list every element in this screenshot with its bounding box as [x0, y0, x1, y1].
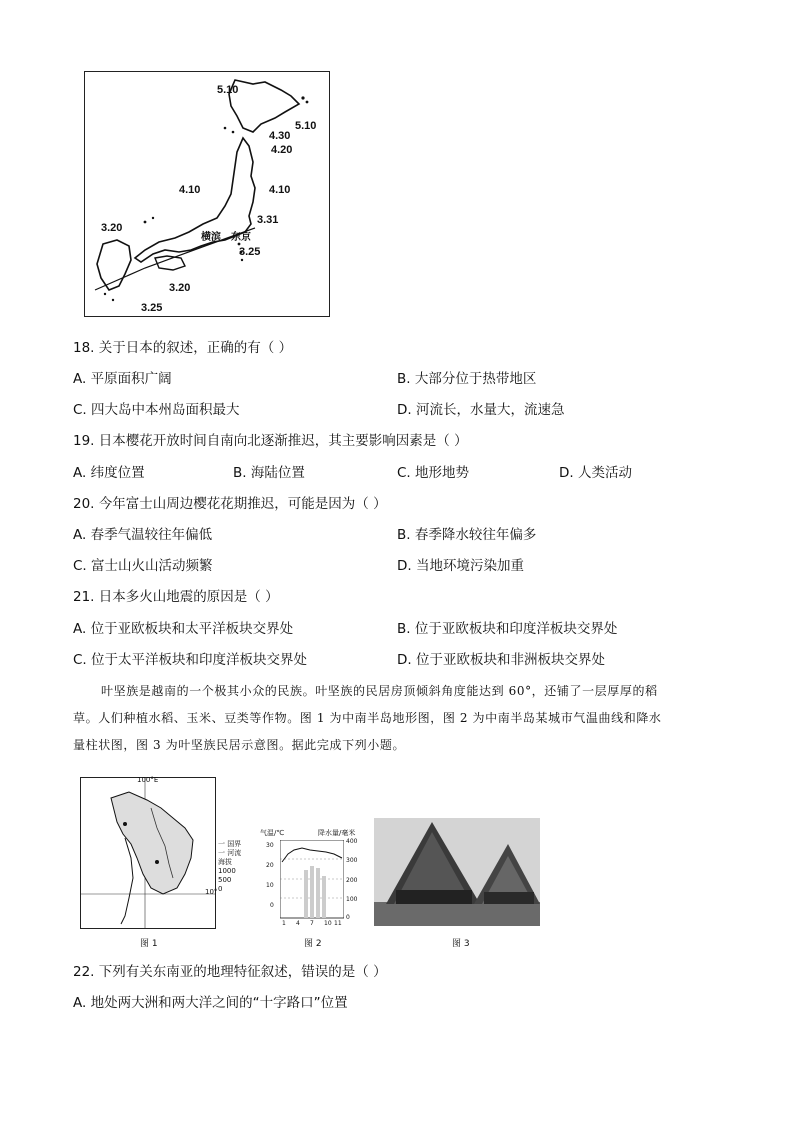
option-c[interactable]: C. 富士山火山活动频繁 — [73, 558, 213, 574]
question-21 — [73, 588, 279, 606]
map-label: 3.25 — [239, 246, 261, 258]
option-d[interactable]: D. 河流长，水量大，流速急 — [397, 402, 565, 418]
question-number: 21. — [73, 589, 95, 605]
option-a[interactable]: A. 纬度位置 — [73, 465, 145, 481]
legend-item: 1000 — [218, 867, 236, 875]
map-label: 3.31 — [257, 214, 279, 226]
figure-3-house-photo — [374, 818, 540, 926]
option-a[interactable]: A. 春季气温较往年偏低 — [73, 527, 213, 543]
legend-item: 一 国界 — [218, 840, 242, 848]
question-18 — [73, 339, 292, 357]
option-a[interactable]: A. 平原面积广阔 — [73, 371, 172, 387]
option-c[interactable]: C. 地形地势 — [397, 465, 470, 481]
question-stem: 日本樱花开放时间自南向北逐渐推迟，其主要影响因素是（ ） — [98, 433, 468, 449]
temp-tick: 20 — [266, 862, 274, 869]
question-stem: 日本多火山地震的原因是（ ） — [98, 589, 279, 605]
map-label: 4.30 — [269, 130, 291, 142]
passage-line: 量柱状图，图 3 为叶坚族民居示意图。据此完成下列小题。 — [73, 738, 406, 752]
question-stem: 下列有关东南亚的地理特征叙述，错误的是（ ） — [98, 964, 387, 980]
japan-map-figure — [84, 71, 330, 317]
figure-2-caption: 图 2 — [304, 939, 322, 949]
question-stem: 关于日本的叙述，正确的有（ ） — [98, 340, 293, 356]
map-label: 5.10 — [217, 84, 239, 96]
japan-map-drawing — [85, 72, 329, 316]
precip-tick: 100 — [346, 896, 358, 903]
option-b[interactable]: B. 大部分位于热带地区 — [397, 371, 537, 387]
question-22 — [73, 963, 387, 981]
thatched-house-drawing — [374, 818, 540, 926]
question-20 — [73, 495, 387, 513]
option-c[interactable]: C. 位于太平洋板块和印度洋板块交界处 — [73, 652, 308, 668]
map-label: 3.20 — [101, 222, 123, 234]
question-19 — [73, 432, 468, 450]
option-a[interactable]: A. 地处两大洲和两大洋之间的“十字路口”位置 — [73, 995, 348, 1011]
option-b[interactable]: B. 春季降水较往年偏多 — [397, 527, 537, 543]
question-number: 18. — [73, 340, 95, 356]
legend-item: 一 河流 — [218, 849, 242, 857]
latitude-label: 10° — [205, 888, 218, 896]
month-tick: 10 — [324, 920, 332, 927]
temp-tick: 30 — [266, 842, 274, 849]
passage-line: 叶坚族是越南的一个极其小众的民族。叶坚族的民居房顶倾斜角度能达到 60°，还铺了一层厚厚的稻 — [101, 684, 658, 698]
figure-3-caption: 图 3 — [452, 939, 470, 949]
legend-item: 海拔 — [218, 858, 232, 866]
month-tick: 4 — [296, 920, 300, 927]
longitude-label: 100°E — [137, 776, 159, 784]
indochina-map-drawing — [81, 778, 218, 928]
map-label: 3.25 — [141, 302, 163, 314]
map-label: 4.10 — [179, 184, 201, 196]
precip-tick: 200 — [346, 877, 358, 884]
map-label: 4.10 — [269, 184, 291, 196]
temp-tick: 0 — [270, 902, 274, 909]
legend-item: 500 — [218, 876, 232, 884]
option-a[interactable]: A. 位于亚欧板块和太平洋板块交界处 — [73, 621, 294, 637]
option-b[interactable]: B. 海陆位置 — [233, 465, 305, 481]
reading-passage — [73, 678, 723, 759]
figure-1-legend — [218, 840, 258, 894]
precip-tick: 300 — [346, 857, 358, 864]
map-label: 东京 — [231, 232, 251, 243]
option-d[interactable]: D. 当地环境污染加重 — [397, 558, 524, 574]
question-number: 19. — [73, 433, 95, 449]
month-tick: 7 — [310, 920, 314, 927]
month-tick: 11 — [334, 920, 342, 927]
legend-item: 0 — [218, 885, 223, 893]
option-d[interactable]: D. 位于亚欧板块和非洲板块交界处 — [397, 652, 605, 668]
question-stem: 今年富士山周边樱花花期推迟，可能是因为（ ） — [98, 496, 387, 512]
climate-chart-drawing — [280, 840, 344, 920]
month-tick: 1 — [282, 920, 286, 927]
question-number: 20. — [73, 496, 95, 512]
figure-1-map — [80, 777, 216, 929]
precip-axis-label: 降水量/毫米 — [318, 829, 356, 837]
passage-line: 草。人们种植水稻、玉米、豆类等作物。图 1 为中南半岛地形图，图 2 为中南半岛某城市气温曲线和降水 — [73, 711, 662, 725]
precip-tick: 400 — [346, 838, 358, 845]
temp-tick: 10 — [266, 882, 274, 889]
temp-axis-label: 气温/℃ — [260, 829, 285, 837]
option-b[interactable]: B. 位于亚欧板块和印度洋板块交界处 — [397, 621, 618, 637]
map-label: 横滨 — [201, 232, 221, 243]
map-label: 3.20 — [169, 282, 191, 294]
option-c[interactable]: C. 四大岛中本州岛面积最大 — [73, 402, 240, 418]
map-label: 4.20 — [271, 144, 293, 156]
map-label: 5.10 — [295, 120, 317, 132]
precip-tick: 0 — [346, 914, 350, 921]
question-number: 22. — [73, 964, 95, 980]
figure-2-climate-chart — [262, 828, 362, 928]
figure-1-caption: 图 1 — [140, 939, 158, 949]
option-d[interactable]: D. 人类活动 — [559, 465, 632, 481]
